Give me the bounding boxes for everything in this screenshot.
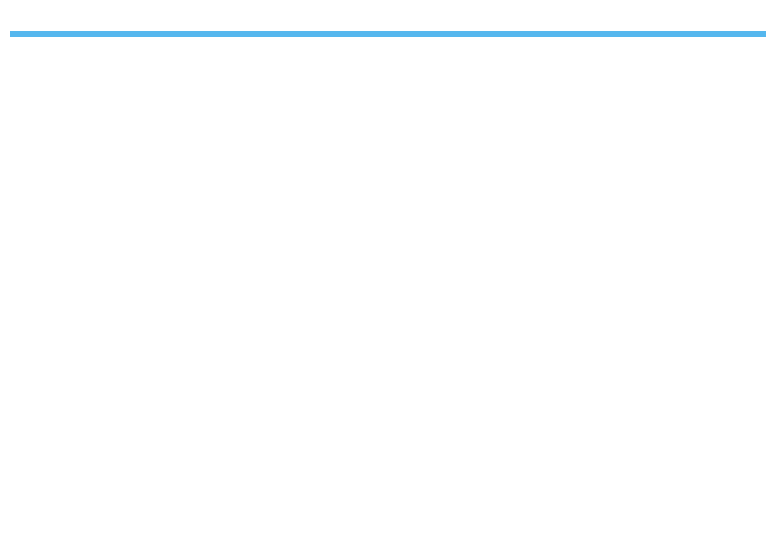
column-header-8-020xt (225, 13, 367, 31)
table-header-row (0, 0, 776, 31)
column-header-8-023 (516, 13, 658, 31)
bottom-divider-line (10, 35, 766, 37)
column-header-8-024 (658, 13, 776, 31)
column-header-8-022 (367, 13, 516, 31)
column-header-model-number (0, 13, 225, 31)
